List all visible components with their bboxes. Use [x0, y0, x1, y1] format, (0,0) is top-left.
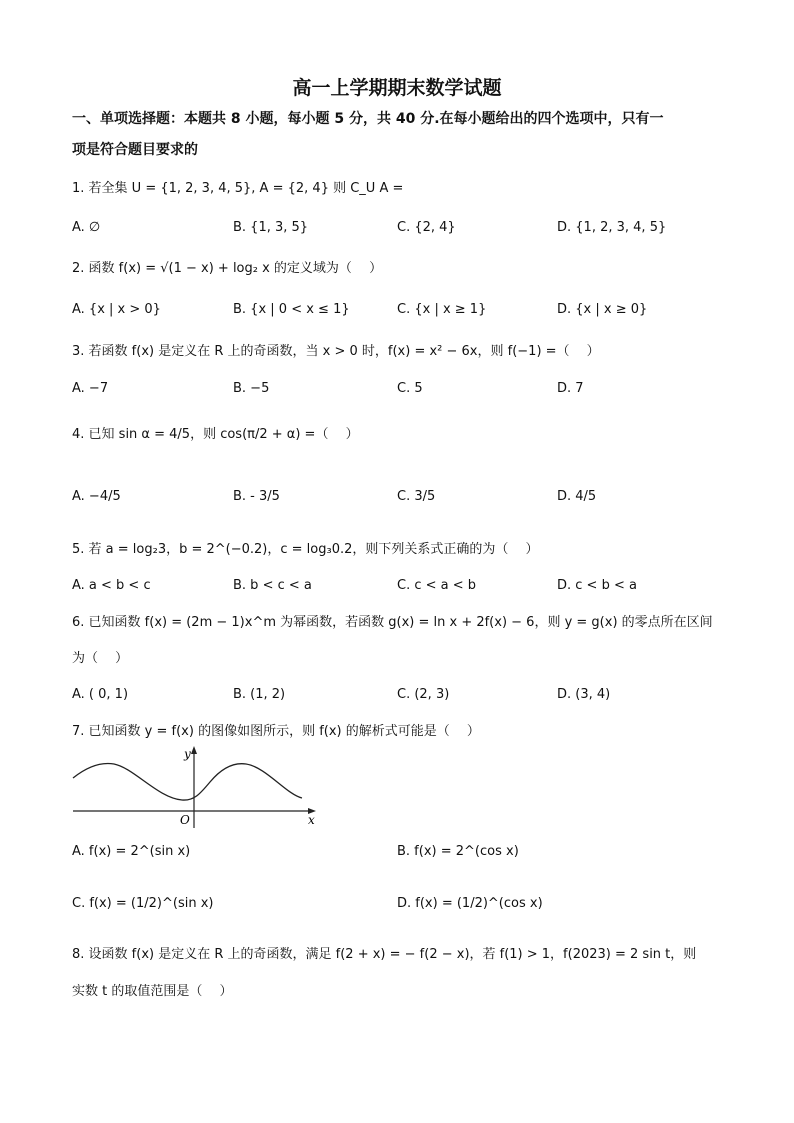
q1-option-a: A. ∅ — [72, 220, 101, 235]
function-curve — [73, 764, 302, 801]
q2-option-c: C. {x | x ≥ 1} — [397, 302, 487, 317]
question-1-stem: 1. 若全集 U = {1, 2, 3, 4, 5}, A = {2, 4} 则 C_U A = — [72, 181, 404, 196]
question-2-stem: 2. 函数 f(x) = √(1 − x) + log₂ x 的定义域为（ ） — [72, 261, 383, 276]
question-8-stem-line1: 8. 设函数 f(x) 是定义在 R 上的奇函数，满足 f(2 + x) = − f(2 − x)，若 f(1) > 1，f(2023) = 2 sin t，则 — [72, 947, 697, 962]
q2-option-b: B. {x | 0 < x ≤ 1} — [233, 302, 350, 317]
q6-option-a: A. ( 0, 1) — [72, 687, 129, 702]
q5-option-d: D. c < b < a — [557, 578, 637, 593]
question-5-stem: 5. 若 a = log₂3，b = 2^(−0.2)，c = log₃0.2，则下列关系式正确的为（ ） — [72, 542, 539, 557]
q7-option-d: D. f(x) = (1/2)^(cos x) — [397, 896, 543, 911]
x-axis-label: x — [308, 813, 315, 827]
origin-label: O — [180, 813, 190, 827]
q4-option-a: A. −4/5 — [72, 489, 121, 504]
page-title: 高一上学期期末数学试题 — [292, 77, 502, 99]
function-graph-figure — [70, 742, 320, 830]
section-heading-line2: 项是符合题目要求的 — [72, 142, 198, 158]
q5-option-a: A. a < b < c — [72, 578, 151, 593]
question-3-stem: 3. 若函数 f(x) 是定义在 R 上的奇函数，当 x > 0 时，f(x) = x² − 6x，则 f(−1) =（ ） — [72, 344, 600, 359]
q3-option-c: C. 5 — [397, 381, 423, 396]
q1-option-d: D. {1, 2, 3, 4, 5} — [557, 220, 667, 235]
q6-option-d: D. (3, 4) — [557, 687, 611, 702]
q6-option-c: C. (2, 3) — [397, 687, 450, 702]
q7-option-a: A. f(x) = 2^(sin x) — [72, 844, 191, 859]
question-4-stem: 4. 已知 sin α = 4/5，则 cos(π/2 + α) =（ ） — [72, 427, 359, 442]
q2-option-a: A. {x | x > 0} — [72, 302, 161, 317]
section-heading-line1: 一、单项选择题：本题共 8 小题，每小题 5 分，共 40 分.在每小题给出的四个选项中，只有一 — [72, 111, 664, 127]
q7-option-c: C. f(x) = (1/2)^(sin x) — [72, 896, 214, 911]
question-6-stem-line2: 为（ ） — [72, 651, 129, 666]
q5-option-c: C. c < a < b — [397, 578, 477, 593]
q4-option-c: C. 3/5 — [397, 489, 436, 504]
y-axis-arrow — [191, 746, 197, 754]
q6-option-b: B. (1, 2) — [233, 687, 286, 702]
q4-option-d: D. 4/5 — [557, 489, 597, 504]
q4-option-b: B. - 3/5 — [233, 489, 280, 504]
q3-option-d: D. 7 — [557, 381, 584, 396]
q1-option-b: B. {1, 3, 5} — [233, 220, 309, 235]
q7-option-b: B. f(x) = 2^(cos x) — [397, 844, 519, 859]
q1-option-c: C. {2, 4} — [397, 220, 456, 235]
q3-option-b: B. −5 — [233, 381, 270, 396]
question-6-stem-line1: 6. 已知函数 f(x) = (2m − 1)x^m 为幂函数，若函数 g(x) = ln x + 2f(x) − 6，则 y = g(x) 的零点所在区间 — [72, 615, 713, 630]
question-7-stem: 7. 已知函数 y = f(x) 的图像如图所示，则 f(x) 的解析式可能是（ ） — [72, 724, 480, 739]
q3-option-a: A. −7 — [72, 381, 109, 396]
y-axis-label: y — [184, 747, 191, 761]
q2-option-d: D. {x | x ≥ 0} — [557, 302, 648, 317]
q5-option-b: B. b < c < a — [233, 578, 312, 593]
question-8-stem-line2: 实数 t 的取值范围是（ ） — [72, 984, 233, 999]
